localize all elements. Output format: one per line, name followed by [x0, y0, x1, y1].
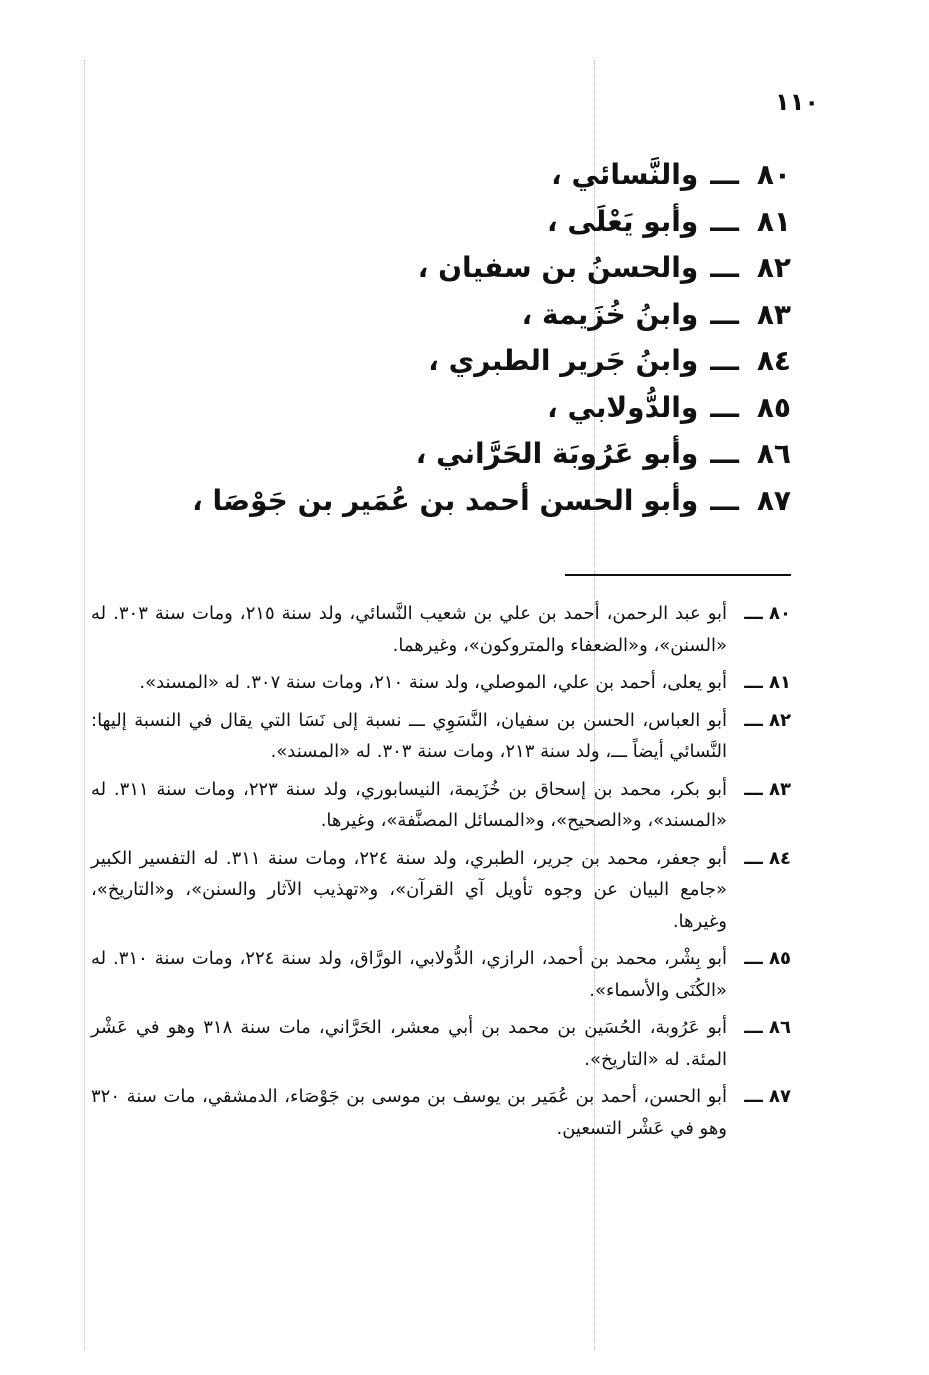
- left-margin-dots: [84, 60, 85, 1350]
- footnote-label: ٨٦ ـــ: [744, 1017, 791, 1038]
- footnote-label: ٨١ ـــ: [744, 672, 791, 693]
- footnote-text: أبو جعفر، محمد بن جرير، الطبري، ولد سنة ٢٢٤، ومات سنة ٣١١. له التفسير الكبير «جامع البيان عن وجوه تأويل آي القرآن»، و«تهذيب الآثار والسنن»، و«التاريخ»، وغيرها.: [91, 847, 728, 932]
- footnote-label: ٨٣ ـــ: [744, 778, 791, 800]
- footnote-label: ٨٧ ـــ: [744, 1086, 791, 1107]
- footnote-text: أبو الحسن، أحمد بن عُمَير بن يوسف بن موسى بن جَوْصَاء، الدمشقي، مات سنة ٣٢٠ وهو في عَشْر التسعين.: [91, 1086, 727, 1139]
- item-dash: ـــ: [710, 483, 739, 517]
- footnotes: [91, 598, 791, 1150]
- footnote-text: أبو عبد الرحمن، أحمد بن علي بن شعيب النَّسائي، ولد سنة ٢١٥، ومات سنة ٣٠٣. له «السنن»، و«الضعفاء والمتروكون»، وغيرهما.: [91, 603, 728, 656]
- footnote-label: ٨٥ ـــ: [744, 948, 791, 969]
- item-text: وابنُ خُزَيمة ،: [521, 297, 699, 331]
- footnote-text: أبو العباس، الحسن بن سفيان، النَّسَوِي ـــ نسبة إلى نَسَا التي يقال في النسبة إليها: النَّسائي أيضاً ـــ، ولد سنة ٢١٣، ومات سنة ٣٠٣. له «المسند».: [91, 709, 727, 762]
- item-number: ٨٦: [756, 437, 791, 470]
- main-list-item: [171, 478, 791, 525]
- footnote: [91, 598, 791, 661]
- main-list-item: [171, 152, 791, 199]
- item-text: وابنُ جَرير الطبري ،: [428, 344, 699, 377]
- footnote-label: ٨٠ ـــ: [744, 603, 791, 624]
- main-list-item: [171, 338, 791, 385]
- footnote: [91, 705, 791, 768]
- item-text: والنَّسائي ،: [551, 158, 699, 191]
- footnote-text: أبو بكر، محمد بن إسحاق بن خُزَيمة، النيسابوري، ولد سنة ٢٢٣، ومات سنة ٣١١. له «المسند»، و«الصحيح»، و«المسائل المصنَّفة»، وغيرها.: [91, 778, 727, 831]
- main-list-item: [171, 292, 791, 339]
- item-number: ٨٥: [756, 390, 791, 424]
- footnote-label: ٨٤ ـــ: [744, 847, 791, 869]
- item-dash: ـــ: [710, 297, 739, 331]
- item-dash: ـــ: [710, 204, 739, 238]
- footnote: [91, 667, 791, 699]
- item-text: وأبو الحسن أحمد بن عُمَير بن جَوْصَا ،: [192, 483, 699, 517]
- item-dash: ـــ: [710, 251, 739, 284]
- main-list-item: [171, 199, 791, 246]
- page-number: ١١٠: [775, 88, 819, 116]
- main-list: [171, 152, 791, 524]
- main-list-item: [171, 385, 791, 432]
- item-number: ٨٣: [756, 297, 791, 331]
- footnote: [91, 1012, 791, 1075]
- item-number: ٨٢: [756, 251, 791, 284]
- footnote-label: ٨٢ ـــ: [744, 709, 791, 731]
- item-dash: ـــ: [710, 390, 739, 424]
- item-dash: ـــ: [710, 437, 739, 470]
- main-list-item: [171, 245, 791, 292]
- item-number: ٨٧: [756, 483, 791, 517]
- footnote-text: أبو بِشْر، محمد بن أحمد، الرازي، الدُّولابي، الورَّاق، ولد سنة ٢٢٤، ومات سنة ٣١٠. له «الكُنَى والأسماء».: [91, 948, 728, 1001]
- footnote-text: أبو عَرُوبة، الحُسَين بن محمد بن أبي معشر، الحَرَّاني، مات سنة ٣١٨ وهو في عَشْر المئة. له «التاريخ».: [91, 1017, 727, 1070]
- item-text: وأبو يَعْلَى ،: [547, 204, 699, 238]
- item-number: ٨١: [756, 204, 791, 238]
- item-number: ٨٠: [756, 158, 791, 191]
- footnote: [91, 843, 791, 938]
- footnote-separator: [565, 574, 791, 576]
- footnote: [91, 1081, 791, 1144]
- item-text: والدُّولابي ،: [547, 390, 699, 424]
- item-dash: ـــ: [710, 158, 739, 191]
- item-dash: ـــ: [710, 344, 739, 377]
- item-text: وأبو عَرُوبَة الحَرَّاني ،: [415, 437, 699, 470]
- footnote: [91, 774, 791, 837]
- footnote-text: أبو يعلى، أحمد بن علي، الموصلي، ولد سنة ٢١٠، ومات سنة ٣٠٧. له «المسند».: [139, 672, 727, 693]
- item-number: ٨٤: [756, 344, 791, 377]
- main-list-item: [171, 431, 791, 478]
- item-text: والحسنُ بن سفيان ،: [417, 251, 699, 284]
- footnote: [91, 943, 791, 1006]
